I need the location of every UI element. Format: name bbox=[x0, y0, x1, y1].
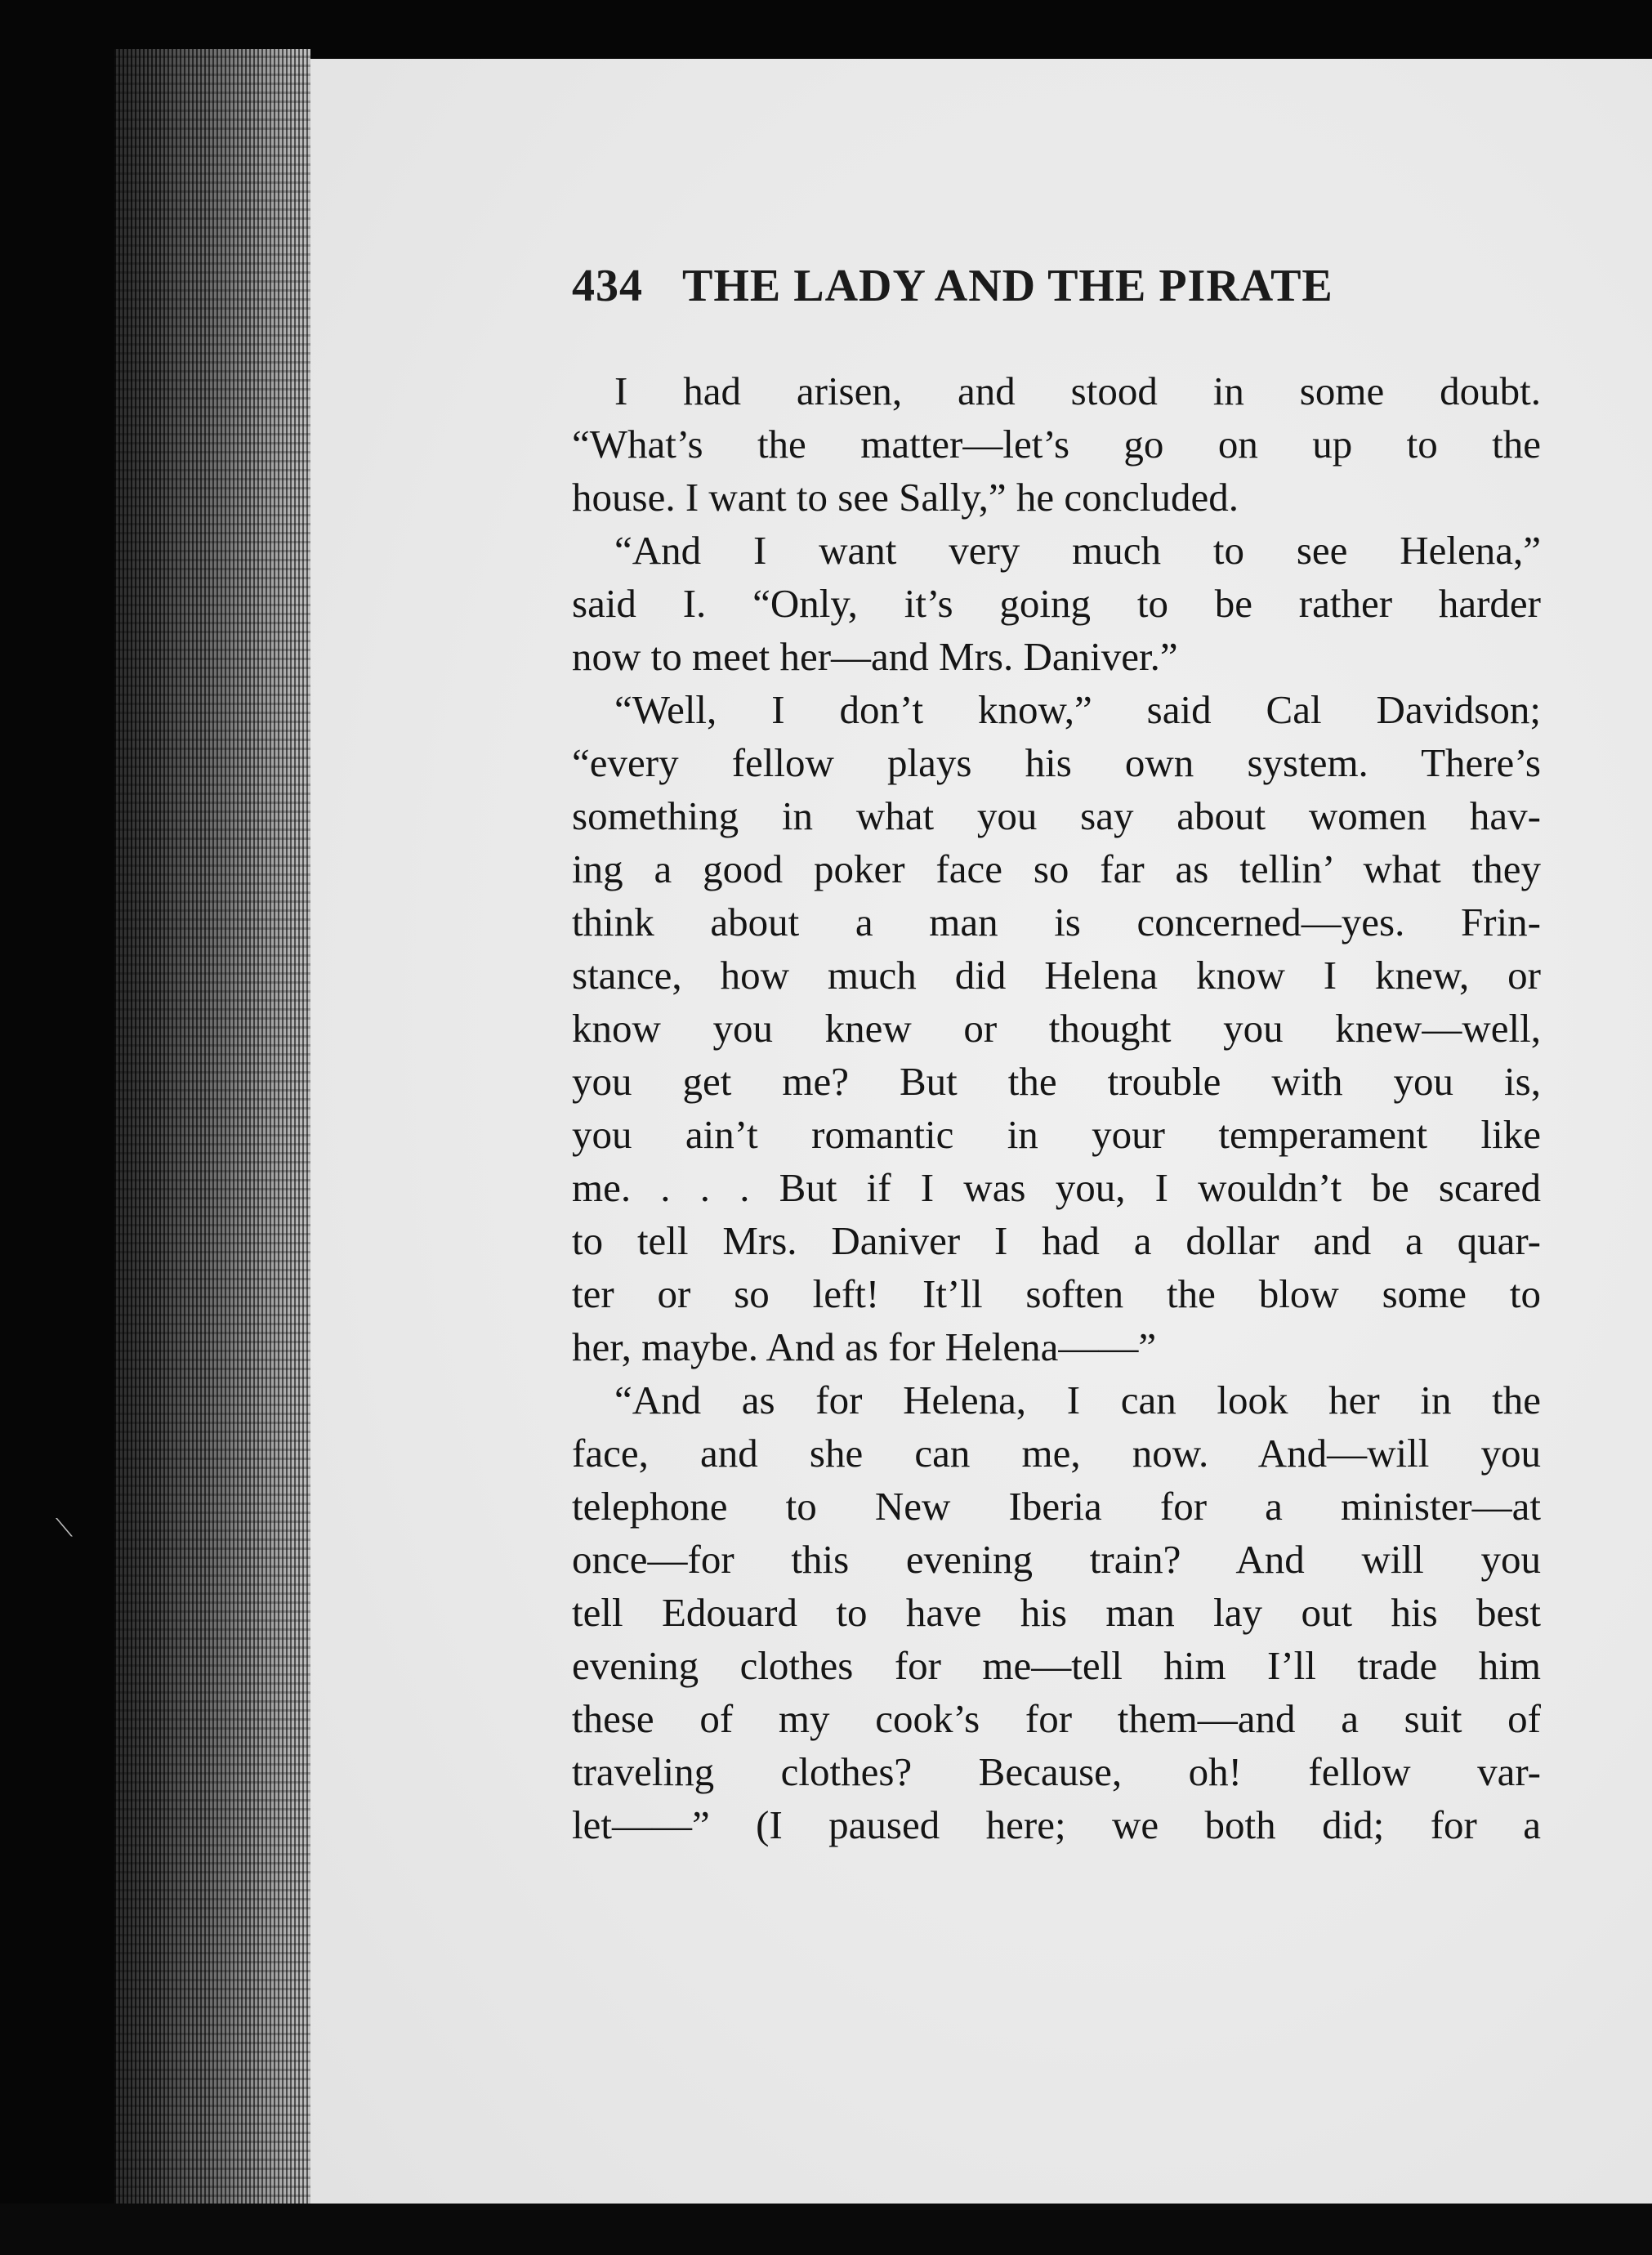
text-line: think about a man is concerned—yes. Frin- bbox=[572, 900, 1541, 944]
text-line: something in what you say about women hav- bbox=[572, 793, 1541, 838]
text-line: to tell Mrs. Daniver I had a dollar and a quar- bbox=[572, 1218, 1541, 1263]
text-line: said I. “Only, it’s going to be rather harder bbox=[572, 581, 1541, 626]
text-line: telephone to New Iberia for a minister—at bbox=[572, 1484, 1541, 1529]
running-title: THE LADY AND THE PIRATE bbox=[682, 261, 1333, 311]
page-edge-texture bbox=[114, 49, 310, 2206]
text-line: “And I want very much to see Helena,” bbox=[614, 528, 1541, 573]
text-line: I had arisen, and stood in some doubt. bbox=[614, 368, 1541, 413]
text-line: let——” (I paused here; we both did; for a bbox=[572, 1802, 1541, 1847]
text-line: her, maybe. And as for Helena——” bbox=[572, 1324, 1157, 1369]
text-line: know you knew or thought you knew—well, bbox=[572, 1006, 1541, 1051]
text-line: once—for this evening train? And will you bbox=[572, 1537, 1541, 1582]
text-line: face, and she can me, now. And—will you bbox=[572, 1431, 1541, 1476]
text-line: you get me? But the trouble with you is, bbox=[572, 1059, 1541, 1104]
text-line: “What’s the matter—let’s go on up to the bbox=[572, 422, 1541, 467]
text-line: tell Edouard to have his man lay out his best bbox=[572, 1590, 1541, 1635]
text-line: “Well, I don’t know,” said Cal Davidson; bbox=[614, 687, 1541, 732]
scan-artifact-mark: ⟍ bbox=[56, 1514, 73, 1543]
text-line: you ain’t romantic in your temperament like bbox=[572, 1112, 1541, 1157]
text-line: traveling clothes? Because, oh! fellow var- bbox=[572, 1749, 1541, 1794]
text-line: “And as for Helena, I can look her in the bbox=[614, 1378, 1541, 1422]
body-text bbox=[572, 364, 1541, 1851]
text-line: evening clothes for me—tell him I’ll trade him bbox=[572, 1643, 1541, 1688]
text-line: “every fellow plays his own system. There’s bbox=[572, 740, 1541, 785]
text-line: ter or so left! It’ll soften the blow some to bbox=[572, 1271, 1541, 1316]
scan-border-bottom bbox=[0, 2204, 1652, 2255]
text-line: me. . . . But if I was you, I wouldn’t be scared bbox=[572, 1165, 1541, 1210]
text-line: these of my cook’s for them—and a suit of bbox=[572, 1696, 1541, 1741]
page-number: 434 bbox=[572, 261, 643, 311]
text-line: now to meet her—and Mrs. Daniver.” bbox=[572, 634, 1178, 679]
text-line: house. I want to see Sally,” he concluded. bbox=[572, 475, 1239, 520]
text-line: stance, how much did Helena know I knew, or bbox=[572, 953, 1541, 998]
text-line: ing a good poker face so far as tellin’ what they bbox=[572, 846, 1541, 891]
running-header bbox=[572, 260, 1413, 322]
